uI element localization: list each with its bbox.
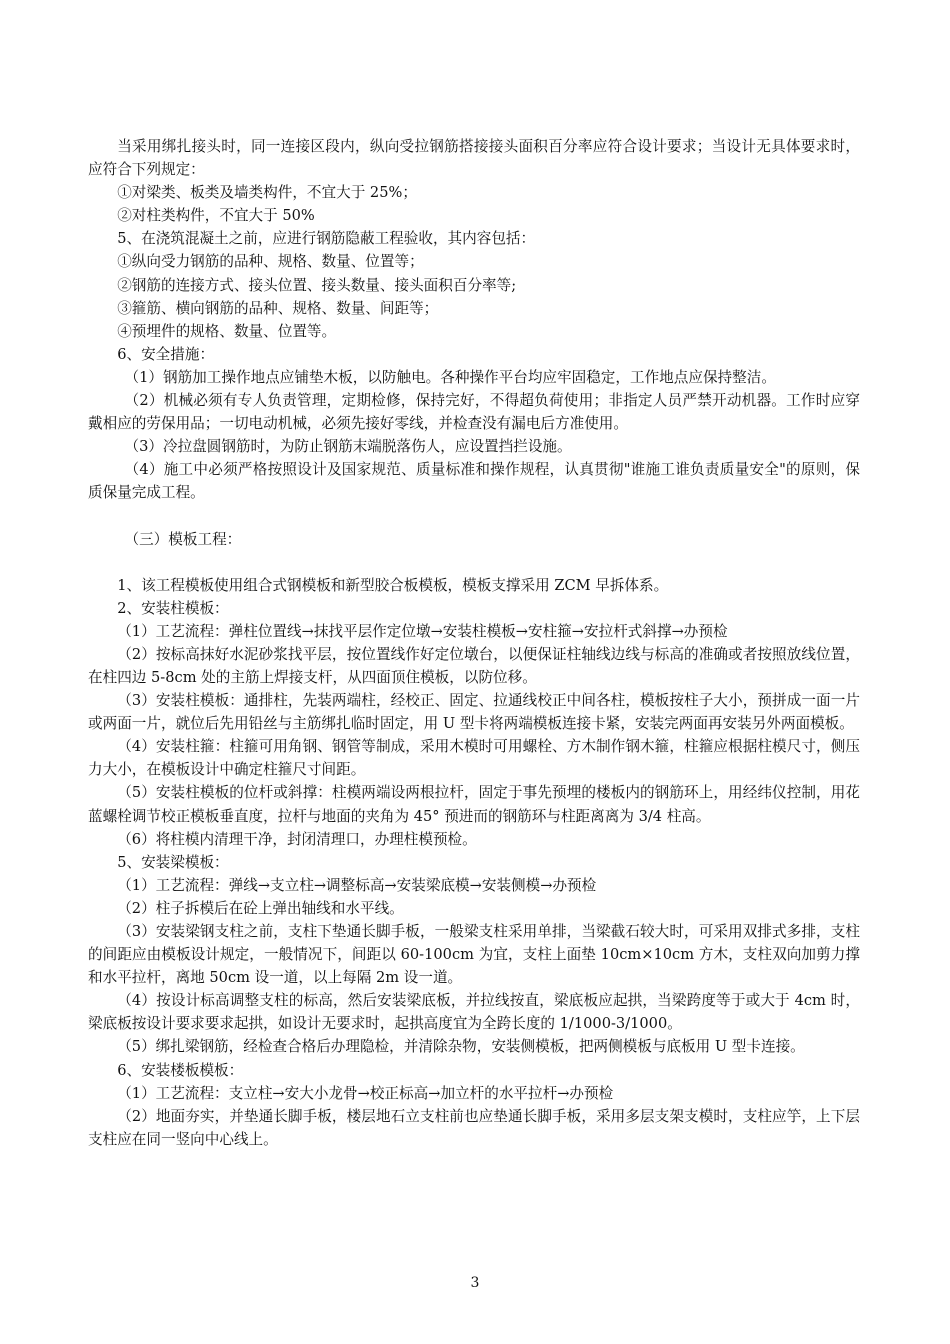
paragraph: ③箍筋、横向钢筋的品种、规格、数量、间距等；	[117, 299, 439, 317]
paragraph: （3）安装柱模板：通排柱，先装两端柱，经校正、固定、拉通线校正中间各柱，模板按柱子大小，预拼成一面一片或两面一片，就位后先用铅丝与主筋绑扎临时固定，用 U 型卡将两端模板连接卡紧，安装完两面再安装另外两面模板。	[88, 692, 860, 733]
paragraph: 6、安装楼板模板：	[117, 1061, 244, 1079]
paragraph: （三）模板工程：	[124, 530, 242, 548]
paragraph: （6）将柱模内清理干净，封闭清理口，办理柱模预检。	[117, 830, 477, 848]
paragraph: （3）冷拉盘圆钢筋时，为防止钢筋末端脱落伤人，应设置挡拦设施。	[124, 438, 572, 456]
paragraph: （1）钢筋加工操作地点应铺垫木板，以防触电。各种操作平台均应牢固稳定，工作地点应保持整洁。	[124, 368, 776, 386]
paragraph: （4）安装柱箍：柱箍可用角钢、钢管等制成，采用木模时可用螺栓、方木制作钢木箍，柱箍应根据柱模尺寸，侧压力大小，在模板设计中确定柱箍尺寸间距。	[88, 738, 860, 779]
paragraph: （2）地面夯实，并垫通长脚手板，楼层地石立支柱前也应垫通长脚手板，采用多层支架支模时，支柱应竽，上下层支柱应在同一竖向中心线上。	[88, 1107, 860, 1148]
paragraph: 1、该工程模板使用组合式钢模板和新型胶合板模板，模板支撑采用 ZCM 早拆体系。	[117, 576, 669, 594]
paragraph: （4）按设计标高调整支柱的标高，然后安装梁底板，并拉线按直，梁底板应起拱，当梁跨度等于或大于 4cm 时，梁底板按设计要求要求起拱，如设计无要求时，起拱高度宜为全跨长度的 1/1000-3/1000。	[88, 992, 860, 1033]
paragraph: ④预埋件的规格、数量、位置等。	[117, 322, 337, 340]
paragraph: （3）安装梁钢支柱之前，支柱下垫通长脚手板，一般梁支柱采用单排，当梁截石较大时，可采用双排式多排，支柱的间距应由模板设计规定，一般情况下，间距以 60-100cm 为宜，支柱上面垫 10cm×10cm 方木，支柱双向加剪力撑和水平拉杆，离地 50cm 设一道，以上每隔 2m 设一道。	[88, 923, 860, 987]
paragraph: （2）按标高抹好水泥砂浆找平层，按位置线作好定位墩台，以便保证柱轴线边线与标高的准确或者按照放线位置，在柱四边 5-8cm 处的主筋上焊接支杆，从四面顶住模板，以防位移。	[88, 645, 860, 686]
paragraph: ②钢筋的连接方式、接头位置、接头数量、接头面积百分率等;	[117, 276, 517, 294]
paragraph: 当采用绑扎接头时，同一连接区段内，纵向受拉钢筋搭接接头面积百分率应符合设计要求；当设计无具体要求时，应符合下列规定：	[88, 138, 860, 179]
paragraph: （1）工艺流程：弹线→支立柱→调整标高→安装梁底模→安装侧模→办预检	[117, 876, 597, 894]
paragraph: （1）工艺流程：支立柱→安大小龙骨→校正标高→加立杆的水平拉杆→办预检	[117, 1084, 614, 1102]
paragraph: 5、在浇筑混凝土之前，应进行钢筋隐蔽工程验收，其内容包括：	[117, 230, 536, 248]
paragraph: （4）施工中必须严格按照设计及国家规范、质量标准和操作规程，认真贯彻"谁施工谁负责质量安全"的原则，保质保量完成工程。	[88, 461, 860, 502]
paragraph: （5）绑扎梁钢筋，经检查合格后办理隐检，并清除杂物，安装侧模板，把两侧模板与底板用 U 型卡连接。	[117, 1038, 805, 1056]
paragraph: （5）安装柱模板的位杆或斜撑：柱模两端设两根拉杆，固定于事先预埋的楼板内的钢筋环上，用经纬仪控制，用花蓝螺栓调节校正模板垂直度，拉杆与地面的夹角为 45° 预进而的钢筋环与柱距离离为 3/4 柱高。	[88, 784, 860, 825]
paragraph: ②对柱类构件，不宜大于 50%	[117, 207, 315, 225]
paragraph: ①纵向受力钢筋的品种、规格、数量、位置等；	[117, 253, 424, 271]
paragraph: 6、安全措施：	[117, 345, 215, 363]
paragraph: 5、安装梁模板：	[117, 853, 229, 871]
document-body	[88, 135, 860, 1151]
paragraph: 2、安装柱模板：	[117, 599, 229, 617]
paragraph: （2）柱子拆模后在砼上弹出轴线和水平线。	[117, 899, 404, 917]
paragraph: （1）工艺流程：弹柱位置线→抹找平层作定位墩→安装柱模板→安柱箍→安拉杆式斜撑→办预检	[117, 622, 728, 640]
paragraph: ①对梁类、板类及墙类构件，不宜大于 25%；	[117, 184, 417, 202]
paragraph: （2）机械必须有专人负责管理，定期检修，保持完好，不得超负荷使用；非指定人员严禁开动机器。工作时应穿戴相应的劳保用品；一切电动机械，必须先接好零线，并检查没有漏电后方准使用。	[88, 392, 860, 433]
page-number: 3	[470, 1275, 480, 1291]
